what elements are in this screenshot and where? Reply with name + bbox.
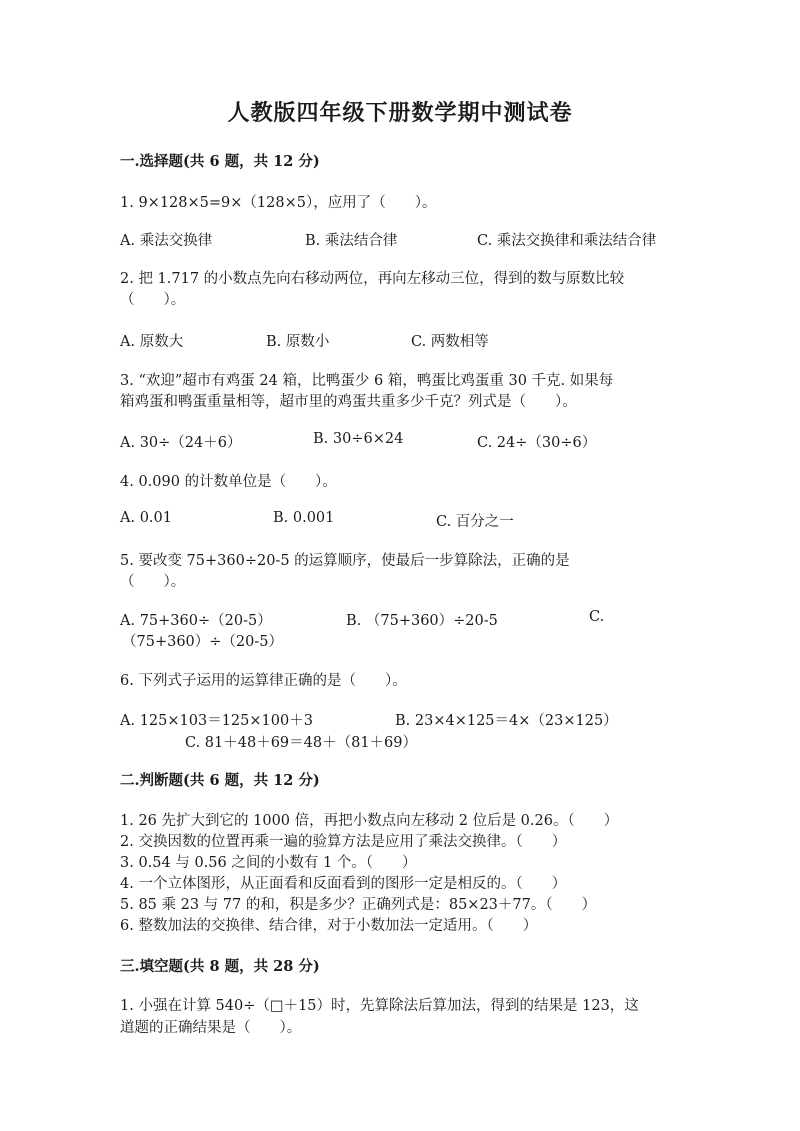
judge-item-5: 5. 85 乘 23 与 77 的和，积是多少？正确列式是：85×23＋77。（ ） [120,897,597,913]
fill-question-1-line-1: 1. 小强在计算 540÷（□＋15）时，先算除法后算加法，得到的结果是 123，这 [120,998,639,1014]
question-4-stem: 4. 0.090 的计数单位是（ ）。 [120,474,337,490]
question-3-option-b: B. 30÷6×24 [313,431,404,447]
judge-item-2: 2. 交换因数的位置再乘一遍的验算方法是应用了乘法交换律。（ ） [120,834,567,850]
question-5-stem-line-1: 5. 要改变 75+360÷20-5 的运算顺序，使最后一步算除法，正确的是 [120,553,570,569]
judge-item-4: 4. 一个立体图形，从正面看和反面看到的图形一定是相反的。（ ） [120,876,567,892]
question-6-option-a: A. 125×103＝125×100＋3 [120,713,313,729]
question-1-option-b: B. 乘法结合律 [305,233,398,249]
question-3-stem-line-2: 箱鸡蛋和鸭蛋重量相等，超市里的鸡蛋共重多少千克？列式是（ ）。 [120,394,577,410]
question-1-stem: 1. 9×128×5=9×（128×5），应用了（ ）。 [120,195,437,211]
question-6-stem: 6. 下列式子运用的运算律正确的是（ ）。 [120,673,407,689]
judge-item-6: 6. 整数加法的交换律、结合律，对于小数加法一定适用。（ ） [120,918,538,934]
question-5-stem-line-2: （ ）。 [120,574,186,590]
question-5-option-c: C. [589,609,605,625]
page-title: 人教版四年级下册数学期中测试卷 [227,100,573,126]
question-2-stem-line-2: （ ）。 [120,292,186,308]
question-2-option-c: C. 两数相等 [411,334,489,350]
question-4-option-c: C. 百分之一 [436,514,514,530]
section-heading-fill: 三.填空题(共 8 题，共 28 分) [120,958,320,975]
question-1-option-c: C. 乘法交换律和乘法结合律 [477,233,657,249]
question-2-stem-line-1: 2. 把 1.717 的小数点先向右移动两位，再向左移动三位，得到的数与原数比较 [120,271,625,287]
question-3-stem-line-1: 3. “欢迎”超市有鸡蛋 24 箱，比鸭蛋少 6 箱，鸭蛋比鸡蛋重 30 千克. 如果每 [120,373,614,389]
judge-item-1: 1. 26 先扩大到它的 1000 倍，再把小数点向左移动 2 位后是 0.26。（ ） [120,813,619,829]
question-6-option-c: C. 81＋48＋69＝48＋（81＋69） [185,735,417,751]
question-1-option-a: A. 乘法交换律 [120,233,213,249]
question-6-option-b: B. 23×4×125＝4×（23×125） [395,713,618,729]
question-2-option-b: B. 原数小 [266,334,330,350]
question-3-option-a: A. 30÷（24＋6） [120,435,242,451]
question-4-option-b: B. 0.001 [273,510,335,526]
question-4-option-a: A. 0.01 [120,510,172,526]
question-5-option-a: A. 75+360÷（20-5） [120,613,272,629]
question-5-option-b: B. （75+360）÷20-5 [346,613,498,629]
section-heading-choice: 一.选择题(共 6 题，共 12 分) [120,153,320,170]
section-heading-judge: 二.判断题(共 6 题，共 12 分) [120,772,320,789]
fill-question-1-line-2: 道题的正确结果是（ ）。 [120,1020,302,1036]
question-2-option-a: A. 原数大 [120,334,184,350]
judge-item-3: 3. 0.54 与 0.56 之间的小数有 1 个。（ ） [120,855,417,871]
question-3-option-c: C. 24÷（30÷6） [477,435,597,451]
question-5-option-c-expression: （75+360）÷（20-5） [122,634,284,650]
